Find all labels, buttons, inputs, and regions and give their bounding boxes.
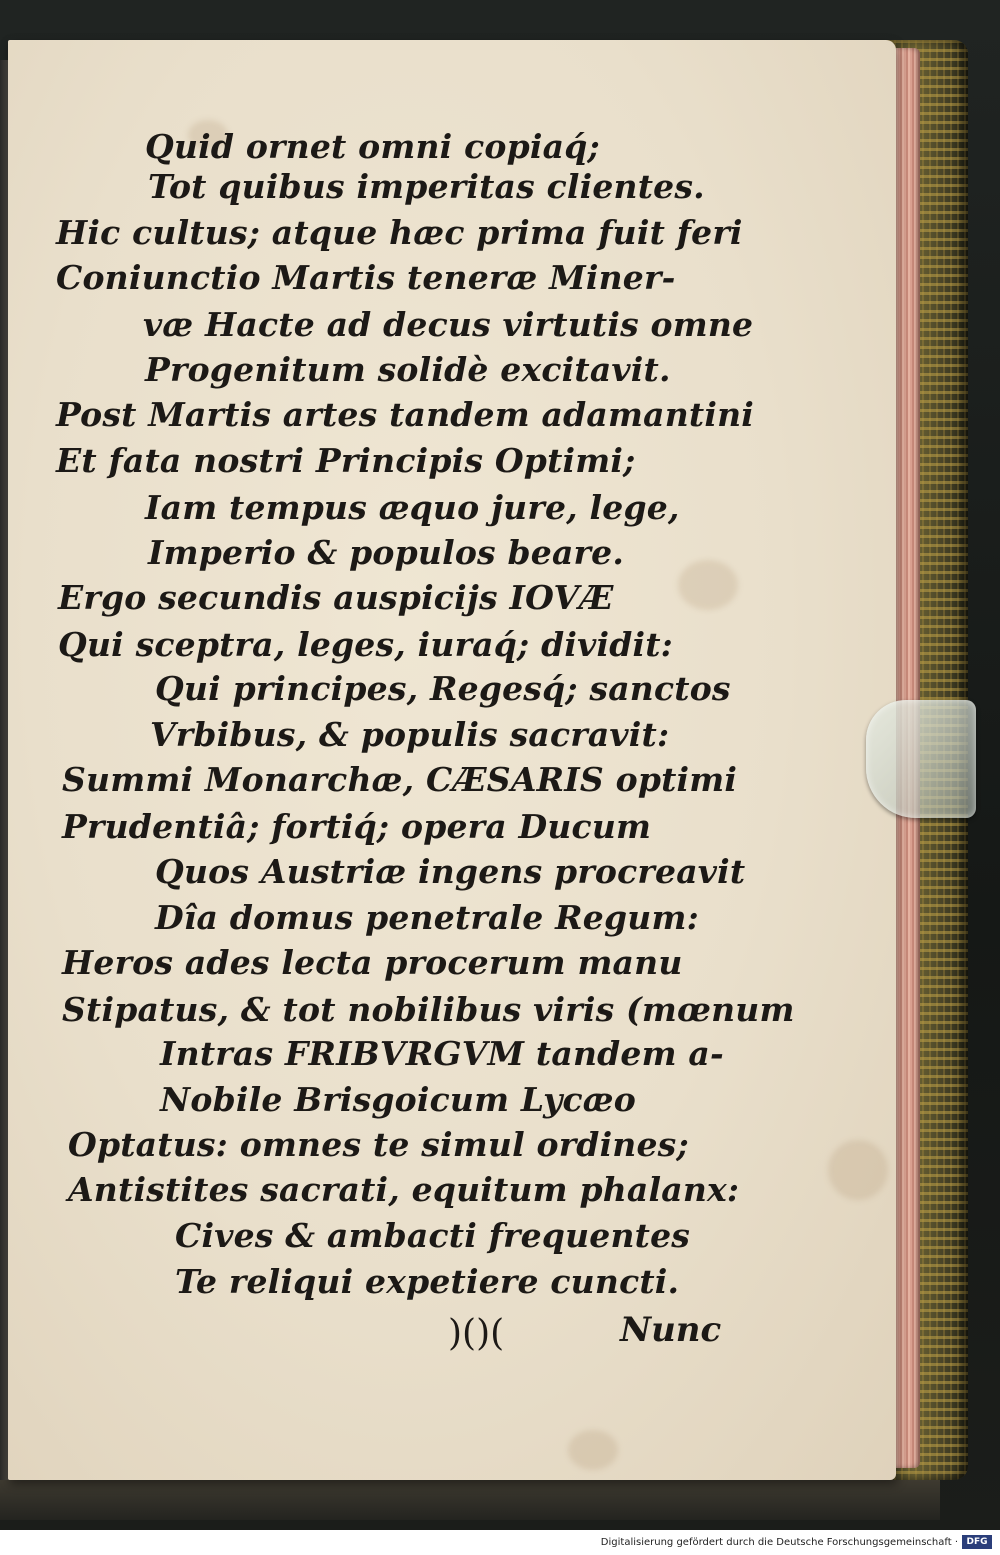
dfg-logo: DFG	[962, 1535, 992, 1549]
footer-credit: Digitalisierung gefördert durch die Deutsche Forschungsgemeinschaft ·	[600, 1537, 958, 1548]
text-line: Summi Monarchæ, CÆSARIS optimi	[62, 760, 738, 799]
text-line: Intras FRIBVRGVM tandem a-	[160, 1034, 724, 1073]
text-line: Post Martis artes tandem adamantini	[56, 395, 755, 434]
text-line: Tot quibus imperitas clientes.	[148, 167, 705, 206]
text-line: Dîa domus penetrale Regum:	[155, 898, 699, 937]
text-line: Cives & ambacti frequentes	[175, 1216, 691, 1255]
text-line: Quos Austriæ ingens procreavit	[155, 852, 746, 891]
text-line: Coniunctio Martis teneræ Miner-	[56, 258, 676, 297]
text-line: Hic cultus; atque hæc prima fuit feri	[56, 213, 743, 252]
text-line: Imperio & populos beare.	[148, 533, 625, 572]
text-line: Te reliqui expetiere cuncti.	[175, 1262, 680, 1301]
text-line: Heros ades lecta procerum manu	[62, 943, 683, 982]
text-line: væ Hacte ad decus virtutis omne	[143, 305, 754, 344]
text-line: Vrbibus, & populis sacravit:	[150, 715, 670, 754]
paper-stain	[568, 1430, 618, 1470]
text-line: Stipatus, & tot nobilibus viris (mœnum	[62, 990, 795, 1029]
catchword: Nunc	[620, 1310, 722, 1350]
text-line: Iam tempus æquo jure, lege,	[145, 488, 680, 527]
footer-bar	[0, 1530, 1000, 1555]
text-line: Prudentiâ; fortiq́; opera Ducum	[62, 807, 652, 846]
text-line: Nobile Brisgoicum Lycæo	[160, 1080, 636, 1119]
text-line: Qui sceptra, leges, iuraq́; dividit:	[58, 625, 674, 664]
text-line: Et fata nostri Principis Optimi;	[56, 441, 636, 480]
page-clip	[866, 700, 976, 818]
text-line: Ergo secundis auspicijs IOVÆ	[58, 578, 614, 617]
text-line: Progenitum solidè excitavit.	[145, 350, 671, 389]
text-line: Antistites sacrati, equitum phalanx:	[68, 1170, 740, 1209]
bottom-cover-edge	[0, 1480, 940, 1520]
signature-mark: )()(	[448, 1313, 505, 1354]
text-line: Quid ornet omni copiaq́;	[145, 127, 600, 166]
text-line: Optatus: omnes te simul ordines;	[68, 1125, 689, 1164]
text-line: Qui principes, Regesq́; sanctos	[155, 669, 731, 708]
